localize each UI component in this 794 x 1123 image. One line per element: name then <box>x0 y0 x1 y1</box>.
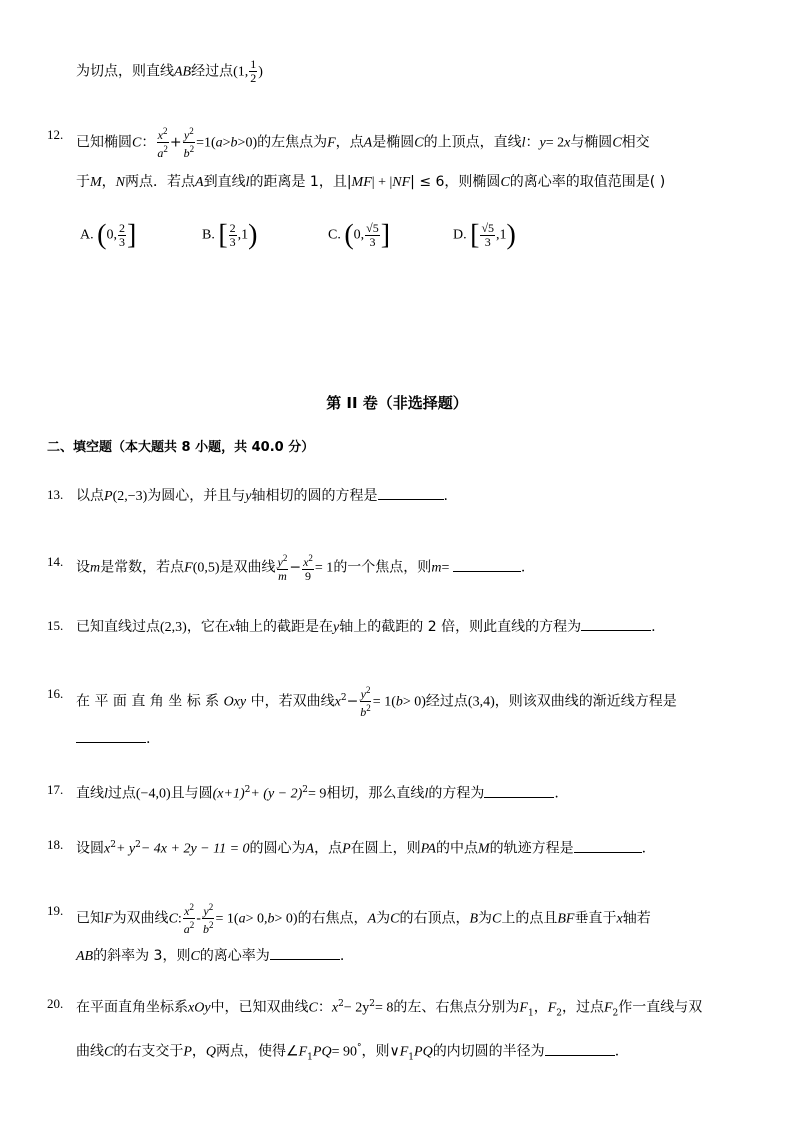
fraction: $\frac{1}{2}$ <box>250 57 257 85</box>
section-title: 第 II 卷（非选择题） <box>326 394 468 412</box>
option-c[interactable]: C. (0, $\frac{√5}{3}$ ] <box>328 219 391 251</box>
q12-line2: 于M，N两点．若点A到直线l的距离是 1，且|MF| + |NF| ≤ 6，则椭圆C的离心率的取值范围是( ) <box>76 174 666 190</box>
q17-line: 直线l过点(−4,0)且与圆$(x+1)^2+ (y - 2)^2= 9$相切，那么直线l的方程为 . <box>76 780 559 805</box>
q18-line: 设圆$x^2+ y^2- 4x + 2y - 11 = 0$的圆心为A，点P在圆上，则PA的中点M的轨迹方程是 . <box>76 835 646 860</box>
answer-blank[interactable] <box>545 1041 615 1056</box>
question-number: 15. <box>47 618 64 633</box>
q13-line: 以点P(2,−3)为圆心，并且与y轴相切的圆的方程是 . <box>76 485 448 507</box>
question-number: 16. <box>47 686 64 701</box>
answer-blank[interactable] <box>76 728 146 743</box>
question-number: 12. <box>47 127 64 142</box>
answer-blank[interactable] <box>484 783 554 798</box>
q19-line1: 已知F为双曲线C: $\frac{x^2}{a^2}$ - $\frac{y^2}{b^2}$ = 1(a> 0,b> 0)的右焦点，A为C的右顶点，B为C上的点且BF垂直于x轴若 <box>76 902 651 936</box>
question-number: 18. <box>47 837 64 852</box>
answer-blank[interactable] <box>270 945 340 960</box>
answer-blank[interactable] <box>581 616 651 631</box>
q14-line: 设m是常数，若点F(0,5)是双曲线 $\frac{y^2}{m}$ − $\frac{x^2}{9}$ = 1的一个焦点，则m= . <box>76 553 526 583</box>
answer-blank[interactable] <box>574 838 642 853</box>
question-number: 17. <box>47 782 64 797</box>
section-heading: 二、填空题（本大题共 8 小题，共 40.0 分） <box>47 440 315 455</box>
question-number: 19. <box>47 903 64 918</box>
q20-line2: 曲线C的右支交于P，Q两点，使得$\angle F_1PQ= 90^\circ$，则$\vee F_1PQ$的内切圆的半径为 . <box>76 1038 619 1067</box>
answer-blank[interactable] <box>378 485 444 500</box>
q20-line1: 在平面直角坐标系xOy中，已知双曲线C：$x^2- 2y^2= 8$的左、右焦点分别为$F_1$，$F_2$，过点$F_2$作一直线与双 <box>76 999 703 1019</box>
q16-line1: 在 平 面 直 角 坐 标 系 Oxy 中，若双曲线$x^2-$ $\frac{y^2}{b^2}$ = 1(b> 0)经过点(3,4)，则该双曲线的渐近线方程是 <box>76 685 677 719</box>
top-continuation-line: 为切点，则直线AB经过点(1, $\frac{1}{2}$ ) <box>76 57 263 85</box>
question-number: 13. <box>47 487 64 502</box>
answer-blank[interactable] <box>453 557 521 572</box>
q12-line1: 已知椭圆C： $\frac{x^2}{a^2}$ + $\frac{y^2}{b^2}$ =1(a>b>0)的左焦点为F，点A是椭圆C的上顶点，直线l：y= 2x与椭圆C相交 <box>76 126 650 160</box>
q15-line: 已知直线过点(2,3)，它在x轴上的截距是在y轴上的截距的 2 倍，则此直线的方程为 . <box>76 616 656 638</box>
option-b[interactable]: B. [ $\frac{2}{3}$ ,1) <box>202 219 258 251</box>
question-number: 14. <box>47 554 64 569</box>
option-a[interactable]: A. (0, $\frac{2}{3}$ ] <box>80 219 137 251</box>
question-number: 20. <box>47 996 64 1011</box>
q16-line2: . <box>76 728 150 749</box>
q19-line2: AB的斜率为 3，则C的离心率为 . <box>76 945 344 967</box>
option-d[interactable]: D. [ $\frac{√5}{3}$ ,1) <box>453 219 516 251</box>
